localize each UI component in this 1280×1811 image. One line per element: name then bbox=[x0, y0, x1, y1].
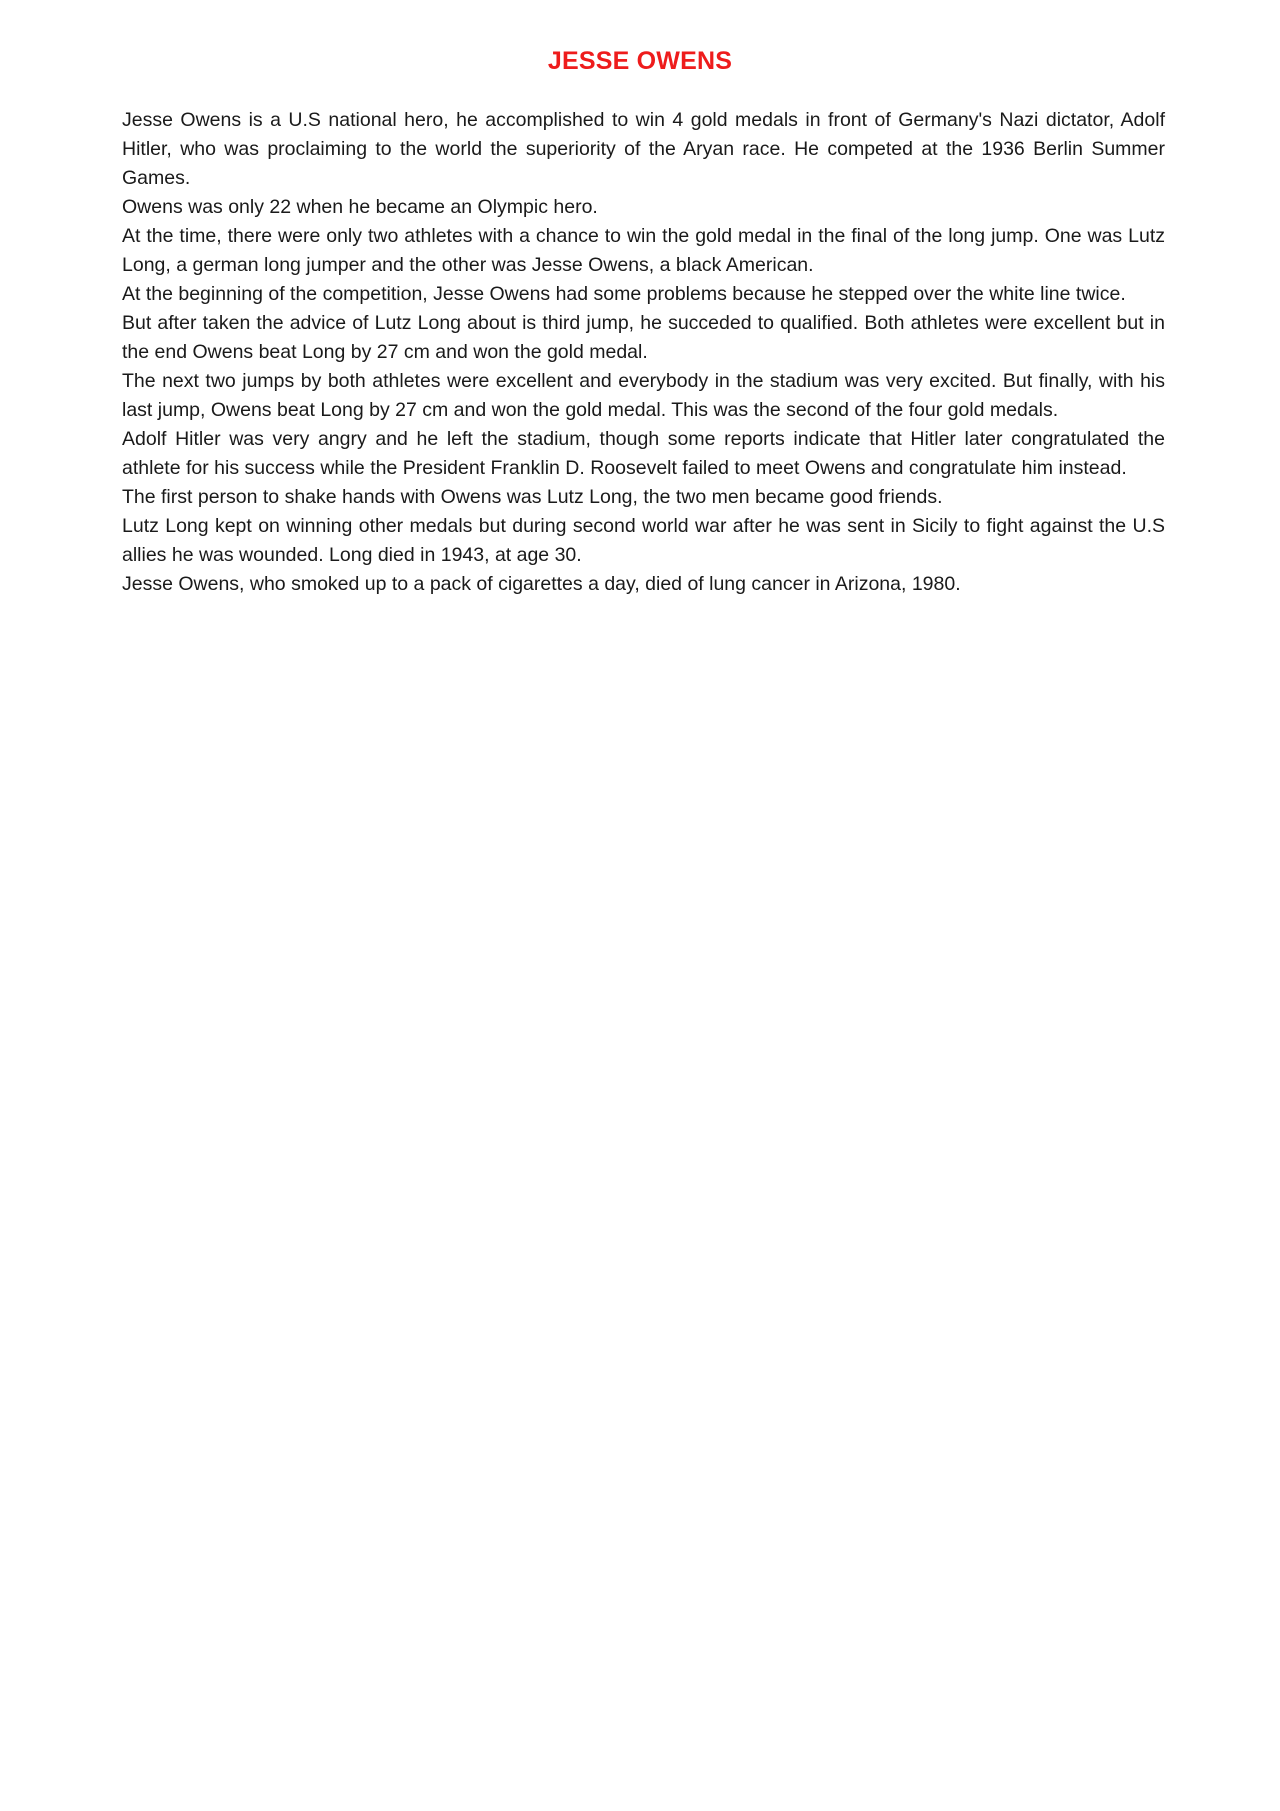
paragraph: But after taken the advice of Lutz Long about is third jump, he succeded to qualified. Both athletes were excellent but in the end Owens beat Long by 27 cm and won the gold medal. bbox=[122, 312, 1165, 363]
paragraph: The next two jumps by both athletes were excellent and everybody in the stadium was very excited. But finally, with his last jump, Owens beat Long by 27 cm and won the gold medal. This was the second of the four gold medals. bbox=[122, 370, 1165, 421]
paragraph: The first person to shake hands with Owens was Lutz Long, the two men became good friends. bbox=[122, 486, 943, 508]
paragraph: Lutz Long kept on winning other medals but during second world war after he was sent in Sicily to fight against the U.S allies he was wounded. Long died in 1943, at age 30. bbox=[122, 515, 1165, 566]
paragraph: Jesse Owens is a U.S national hero, he accomplished to win 4 gold medals in front of Germany's Nazi dictator, Adolf Hitler, who was proclaiming to the world the superiority of the Aryan race. He competed at the 1936 Berlin Summer Games. bbox=[122, 109, 1165, 189]
paragraph: At the time, there were only two athletes with a chance to win the gold medal in the final of the long jump. One was Lutz Long, a german long jumper and the other was Jesse Owens, a black American. bbox=[122, 225, 1165, 276]
paragraph: At the beginning of the competition, Jesse Owens had some problems because he stepped over the white line twice. bbox=[122, 283, 1126, 305]
document-title: JESSE OWENS bbox=[547, 47, 733, 75]
document-body bbox=[122, 106, 1165, 599]
paragraph: Jesse Owens, who smoked up to a pack of cigarettes a day, died of lung cancer in Arizona, 1980. bbox=[122, 573, 961, 595]
paragraph: Adolf Hitler was very angry and he left the stadium, though some reports indicate that Hitler later congratulated the athlete for his success while the President Franklin D. Roosevelt failed to meet Owens and congratulate him instead. bbox=[122, 428, 1165, 479]
paragraph: Owens was only 22 when he became an Olympic hero. bbox=[122, 196, 598, 218]
